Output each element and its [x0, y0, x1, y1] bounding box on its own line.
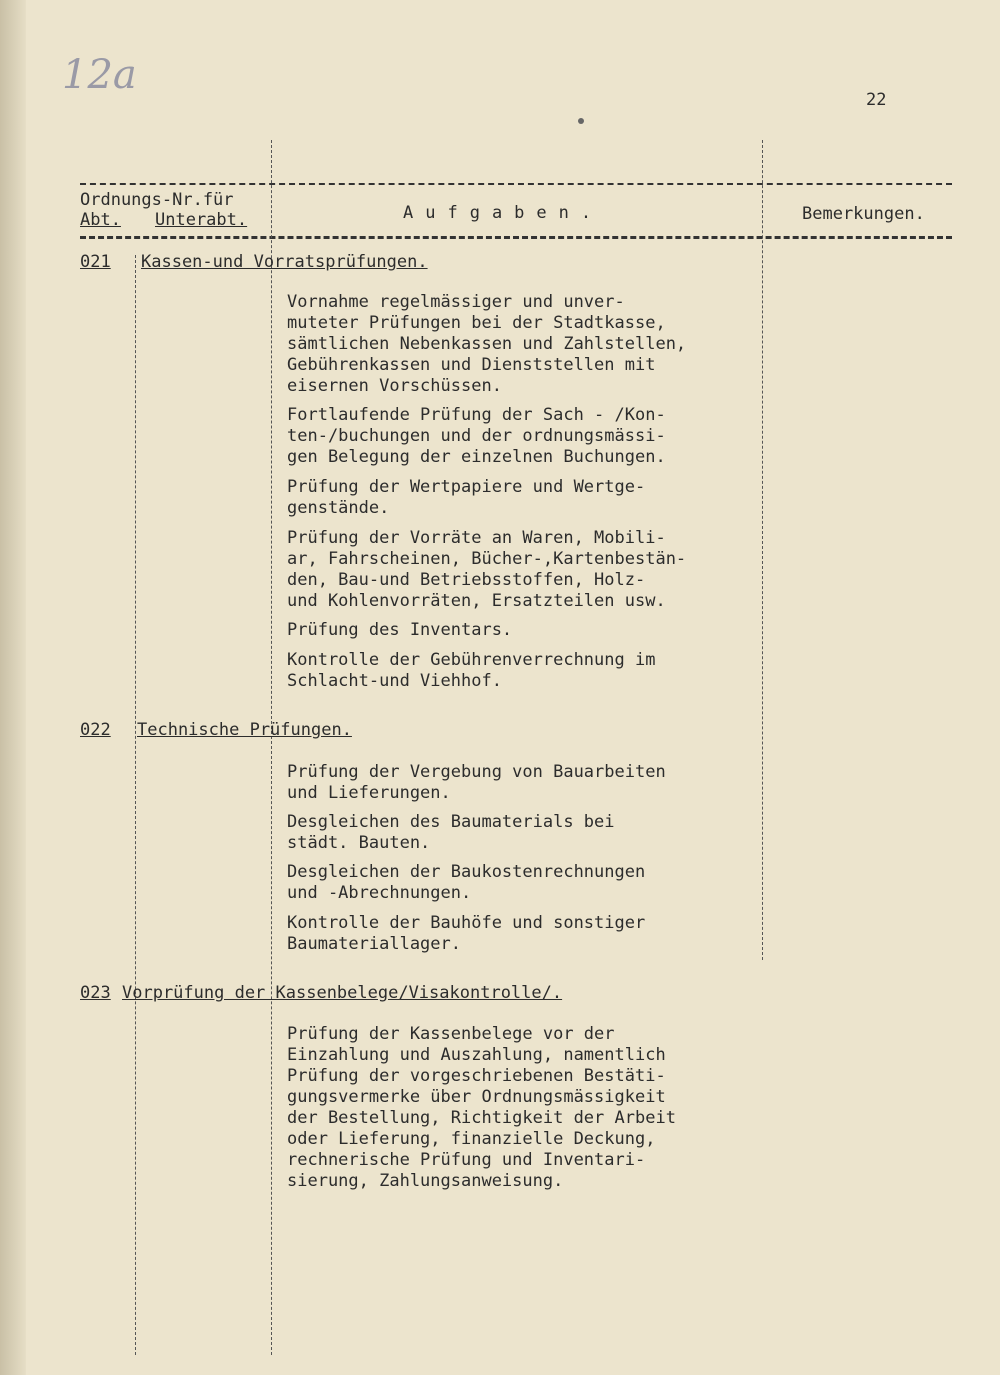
header-abt-label: Abt.	[80, 210, 121, 230]
section-021-paragraph: Fortlaufende Prüfung der Sach - /Kon- ten-/buchungen und der ordnungsmässi- gen Belegung der einzelnen Buchungen.	[287, 405, 666, 467]
section-021-title: Kassen-und Vorratsprüfungen.	[141, 252, 428, 272]
handwritten-mark: 12a	[62, 52, 137, 98]
header-bemerkungen-label: Bemerkungen.	[802, 204, 925, 224]
page-number: 22	[866, 90, 887, 110]
column-divider-abt	[135, 255, 136, 1355]
section-022-paragraph: Kontrolle der Bauhöfe und sonstiger Baumateriallager.	[287, 913, 646, 954]
section-022-paragraph: Desgleichen des Baumaterials bei städt. Bauten.	[287, 812, 615, 853]
section-022-paragraph: Desgleichen der Baukostenrechnungen und -Abrechnungen.	[287, 862, 646, 903]
header-unterabt-label: Unterabt.	[155, 210, 248, 230]
section-022-number: 022	[80, 720, 111, 740]
section-021-paragraph: Prüfung der Vorräte an Waren, Mobili- ar, Fahrscheinen, Bücher-,Kartenbestän- den, Bau-und Betriebsstoffen, Holz- und Kohlenvorräten, Ersatzteilen usw.	[287, 528, 687, 611]
section-021-paragraph: Vornahme regelmässiger und unver- muteter Prüfungen bei der Stadtkasse, sämtlichen Nebenkassen und Zahlstellen, Gebührenkassen und Dienststellen mit eisernen Vorschüssen.	[287, 292, 687, 396]
section-023-paragraph: Prüfung der Kassenbelege vor der Einzahlung und Auszahlung, namentlich Prüfung der vorgeschriebenen Bestäti- gungsvermerke über Ordnungsmässigkeit der Bestellung, Richtigkeit der Arbeit oder Lieferung, finanzielle Deckung, rechnerische Prüfung und Inventari- sierung, Zahlungsanweisung.	[287, 1024, 676, 1191]
header-ordnungs-label: Ordnungs-Nr.für	[80, 190, 234, 210]
section-023-title: Vorprüfung der Kassenbelege/Visakontrolle/.	[122, 983, 563, 1003]
header-top-rule	[80, 183, 952, 185]
section-023-number: 023	[80, 983, 111, 1003]
section-021-paragraph: Kontrolle der Gebührenverrechnung im Schlacht-und Viehhof.	[287, 650, 656, 691]
punch-dot	[578, 118, 584, 124]
section-021-number: 021	[80, 252, 111, 272]
section-022-paragraph: Prüfung der Vergebung von Bauarbeiten und Lieferungen.	[287, 762, 666, 803]
header-bottom-rule	[80, 236, 952, 239]
column-divider-bemerkungen	[762, 140, 763, 960]
header-aufgaben-label: Aufgaben.	[403, 203, 604, 223]
page-left-edge	[0, 0, 26, 1375]
column-divider-unterabt	[271, 140, 272, 1355]
section-021-paragraph: Prüfung des Inventars.	[287, 620, 513, 640]
section-021-paragraph: Prüfung der Wertpapiere und Wertge- genstände.	[287, 477, 646, 518]
section-022-title: Technische Prüfungen.	[137, 720, 352, 740]
